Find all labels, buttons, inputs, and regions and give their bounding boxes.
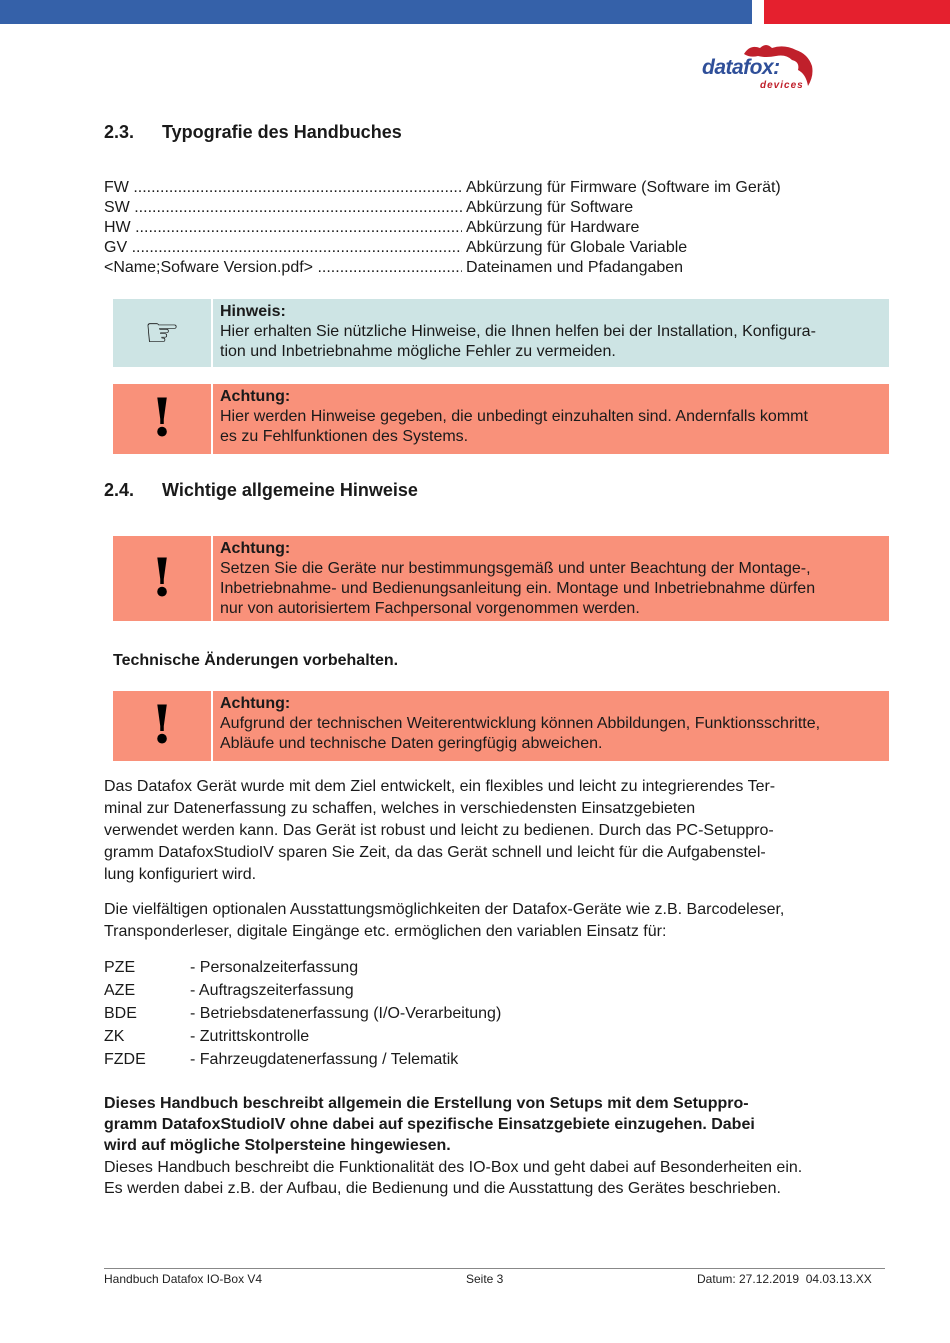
logo-wordmark: datafox: [702, 56, 780, 79]
list-key: ZK [104, 1028, 125, 1045]
warning-text [213, 691, 828, 761]
abbreviation-term: HW ..... [104, 218, 462, 238]
logo-subtitle: devices [760, 80, 804, 91]
body-paragraph [104, 776, 775, 886]
note-text [213, 299, 824, 367]
abbreviation-row [104, 218, 864, 238]
exclamation-icon: ! [150, 388, 174, 449]
list-key: AZE [104, 982, 136, 999]
note-line: Hier erhalten Sie nützliche Hinweise, die Ihnen helfen bei der Installation, Konfigura- [220, 323, 816, 340]
abbreviation-term: FW ..... [104, 178, 462, 198]
paragraph-line: minal zur Datenerfassung zu schaffen, welches in verschiedensten Einsatzgebieten [104, 800, 696, 817]
abbreviation-term: SW ..... [104, 198, 462, 218]
note-line: tion und Inbetriebnahme mögliche Fehler zu vermeiden. [220, 343, 616, 360]
paragraph-line: lung konfiguriert wird. [104, 866, 257, 883]
note-icon-cell [113, 299, 213, 367]
footer-left: Handbuch Datafox IO-Box V4 [104, 1272, 263, 1286]
warning-text [213, 384, 816, 454]
warning-line: Inbetriebnahme- und Bedienungsanleitung ein. Montage und Inbetriebnahme dürfen [220, 580, 816, 597]
pointing-hand-icon: ☞ [144, 311, 180, 355]
warning-heading: Achtung: [220, 695, 291, 712]
warning-line: es zu Fehlfunktionen des Systems. [220, 428, 469, 445]
section-number: 2.3. [104, 122, 135, 142]
abbreviation-row [104, 198, 864, 218]
abbreviation-row [104, 238, 864, 258]
abbreviation-desc: Abkürzung für Globale Variable [466, 239, 688, 256]
warning-box [113, 691, 889, 761]
list-value: - Zutrittskontrolle [190, 1028, 310, 1045]
warning-box [113, 384, 889, 454]
header-bar-red [764, 0, 950, 24]
section-heading-2-3 [104, 122, 402, 143]
warning-line: Hier werden Hinweise gegeben, die unbedingt einzuhalten sind. Andernfalls kommt [220, 408, 808, 425]
abbreviation-desc: Abkürzung für Firmware (Software im Gerät) [466, 179, 781, 196]
warning-line: Setzen Sie die Geräte nur bestimmungsgemäß und unter Beachtung der Montage-, [220, 560, 811, 577]
paragraph-line: Dieses Handbuch beschreibt die Funktionalität des IO-Box und geht dabei auf Besonderheiten ein. [104, 1159, 803, 1176]
abbreviation-term: GV ..... [104, 238, 462, 258]
warning-text [213, 536, 823, 621]
paragraph-line: gramm DatafoxStudioIV sparen Sie Zeit, da das Gerät schnell und leicht für die Aufgabenstel- [104, 844, 766, 861]
warning-icon-cell [113, 384, 213, 454]
subheading: Technische Änderungen vorbehalten. [113, 652, 399, 669]
footer-date: Datum: 27.12.2019 04.03.13.XX [697, 1272, 872, 1286]
paragraph-line: wird auf mögliche Stolpersteine hingewiesen. [104, 1137, 451, 1154]
footer-page-number: Seite 3 [466, 1272, 504, 1286]
footer-divider [104, 1268, 885, 1269]
list-value: - Personalzeiterfassung [190, 959, 359, 976]
abbreviation-desc: Abkürzung für Software [466, 199, 634, 216]
paragraph-line: Transponderleser, digitale Eingänge etc. ermöglichen den variablen Einsatz für: [104, 923, 667, 940]
paragraph-line: Die vielfältigen optionalen Ausstattungsmöglichkeiten der Datafox-Geräte wie z.B. Barcodeleser, [104, 901, 785, 918]
body-paragraph [104, 899, 784, 943]
list-key: FZDE [104, 1051, 146, 1068]
abbreviation-desc: Abkürzung für Hardware [466, 219, 640, 236]
list-value: - Betriebsdatenerfassung (I/O-Verarbeitung) [190, 1005, 502, 1022]
bold-paragraph [104, 1093, 755, 1156]
section-heading-2-4 [104, 480, 418, 501]
section-number: 2.4. [104, 480, 135, 500]
warning-line: Abläufe und technische Daten geringfügig abweichen. [220, 735, 603, 752]
note-heading: Hinweis: [220, 303, 286, 320]
paragraph-line: gramm DatafoxStudioIV ohne dabei auf spezifische Einsatzgebiete einzugehen. Dabei [104, 1116, 755, 1133]
paragraph-line: verwendet werden kann. Das Gerät ist robust und leicht zu bedienen. Durch das PC-Setuppro- [104, 822, 774, 839]
abbreviation-row [104, 178, 864, 198]
paragraph-line: Das Datafox Gerät wurde mit dem Ziel entwickelt, ein flexibles und leicht zu integrierendes Ter- [104, 778, 776, 795]
section-title: Typografie des Handbuches [162, 122, 402, 142]
warning-icon-cell [113, 536, 213, 621]
warning-heading: Achtung: [220, 540, 291, 557]
list-key: PZE [104, 959, 136, 976]
list-value: - Auftragszeiterfassung [190, 982, 354, 999]
section-title: Wichtige allgemeine Hinweise [162, 480, 418, 500]
abbreviation-term: <Name;Sofware Version.pdf> ..... [104, 258, 462, 278]
exclamation-icon: ! [150, 695, 174, 756]
warning-heading: Achtung: [220, 388, 291, 405]
list-value: - Fahrzeugdatenerfassung / Telematik [190, 1051, 459, 1068]
paragraph-line: Dieses Handbuch beschreibt allgemein die Erstellung von Setups mit dem Setuppro- [104, 1095, 749, 1112]
abbreviation-row [104, 258, 864, 278]
abbreviation-desc: Dateinamen und Pfadangaben [466, 259, 684, 276]
note-box [113, 299, 889, 367]
warning-line: nur von autorisiertem Fachpersonal vorgenommen werden. [220, 600, 640, 617]
warning-box [113, 536, 889, 621]
warning-line: Aufgrund der technischen Weiterentwicklung können Abbildungen, Funktionsschritte, [220, 715, 821, 732]
header-bar-blue [0, 0, 752, 24]
paragraph-line: Es werden dabei z.B. der Aufbau, die Bedienung und die Ausstattung des Gerätes beschrieben. [104, 1180, 781, 1197]
datafox-logo [700, 40, 820, 96]
warning-icon-cell [113, 691, 213, 761]
exclamation-icon: ! [150, 547, 174, 609]
list-key: BDE [104, 1005, 137, 1022]
body-paragraph [104, 1157, 802, 1199]
